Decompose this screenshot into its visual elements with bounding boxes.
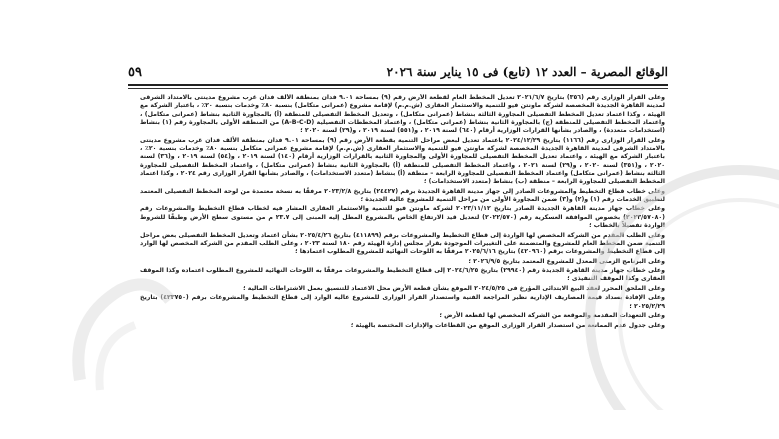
recital-paragraph: وعلى الملحق المحرر لعقد البيع الابتدائى المؤرخ فى ٢٠٢٤/٥/٢٥ الموقع بشأن قطعة الأرض محل الاعتماد للتنسيق بعمل الاشتراطات المالية ؛ bbox=[243, 284, 665, 292]
header-rule-thin bbox=[128, 88, 668, 89]
decree-body bbox=[140, 94, 665, 434]
page-header bbox=[128, 62, 668, 82]
recital-paragraph: وعلى القرار الوزارى رقم (٣٥٦) بتاريخ ٢٠٢١/٦/٧ تعديل المخطط العام لقطعة الأرض رقم (٩) بمساحة ٩.٠١ فدان بمنطقة الألف فدان غرب مشروع مدينتى بالامتداد الشرقى لمدينة القاهرة الجديدة المخصصة لشركة ماونتن فيو للتنمية والاستثمار العقارى (ش.م.م) لإقامة مشروع (عمرانى متكامل) بنسبة ٨٠٪ وخدمات بنسبة ٢٠٪ ، باعتبار الشركة مع الهيئة ، وكذا اعتماد تعديل المخطط التفصيلى المجاورة الثالثة بنشاط (عمرانى متكامل) ، وتعديل المخطط التفصيلى للمنطقة (أ) بالمجاورة الثانية بنشاط (عمرانى متكامل) ، واعتماد المخطط التفصيلى للمنطقة (ج) بالمجاورة الثانية بنشاط (عمرانى متكامل) ، واعتماد المخططات التفصيلية (A-B-C-D) من المنطقة الأولى بالمجاورة رقم (١) بنشاط (استخدامات متعددة) ، والصادر بشأنها القرارات الوزارية أرقام (٦٤٠) لسنة ٢٠١٩ ، و(٥٥١) لسنة ٢٠١٩ ، و(٢٩) لسنة ٢٠٢٠ ؛ bbox=[140, 94, 665, 135]
recital-paragraph: وعلى خطاب جهاز مدينة القاهرة الجديدة رقم (٢٩٩٤٠) بتاريخ ٢٠٢٤/٦/٢٥ إلى قطاع التخطيط والمشروعات مرفقًا به اللوحات النهائية للمشروع المطلوب اعتماده وكذا الموقف العقارى وكذا الموقف التنفيذى ؛ bbox=[140, 267, 665, 283]
recital-paragraph: وعلى الإفادة بسداد قيمة المصاريف الإدارية نظير المراجعة الفنية واستصدار القرار الوزارى للمشروع عاليه الوارد إلى قطاع التخطيط والمشروعات برقم (٤٢٣٧٥٠) بتاريخ ٢٠٢٥/٢/٢٩ ؛ bbox=[140, 294, 665, 310]
gazette-issue-title: الوقائع المصرية – العدد ١٢ (تابع) فى ١٥ يناير سنة ٢٠٢٦ bbox=[386, 65, 668, 79]
recital-paragraph: وعلى البرنامج الزمنى المعدل للمشروع المعتمد بتاريخ ٢٠٢٦/٩/٥ ؛ bbox=[468, 257, 665, 265]
recital-paragraph: وعلى جدول عدم الممانعة من استصدار القرار الوزارى الموقع من القطاعات والإدارات المختصة بالهيئة ؛ bbox=[350, 321, 665, 329]
recital-paragraph: وعلى الطلب المقدم من الشركة المخصص لها الواردة إلى قطاع التخطيط والمشروعات برقم (٤١١٨٩٩) بتاريخ ٢٠٢٥/٤/٢٦ بشأن اعتماد وتعديل المخطط التفصيلى بعض مراحل التنمية ضمن المخطط العام للمشروع والمتضمنة على التغييرات الموجودة بقرار مجلس إدارة الهيئة رقم ١٨٠ لسنة ٢٠٢٣ ، وعلى الطلب المقدم من الشركة المخصص لها الوارد إلى قطاع التخطيط والمشروعات برقم (٤٢٠٩٦٠) بتاريخ ٢٠٢٥/٦/١٦ مرفقًا به اللوحات النهائية للمشروع المطلوب اعتمادها ؛ bbox=[140, 231, 665, 256]
recital-paragraph: وعلى خطاب قطاع التخطيط والمشروعات الصادر إلى جهاز مدينة القاهرة الجديدة برقم (٢٤٤٢٧) بتاريخ ٢٠٢٣/٢/٨ مرفقًا به نسخة معتمدة من لوحة المخطط التفصيلى المعتمد لتطبيق الخدمات رقم (١) و(٢) و(٣) ضمن المجاورة الأولى من مراحل التنمية للمشروع عاليه الجديدة ؛ bbox=[140, 187, 665, 203]
recital-paragraph: وعلى القرار الوزارى رقم (١١٦٦) بتاريخ ٢٠٢٤/١٢/٢٩ باعتماد تعديل لبعض مراحل التنمية بقطعة الأرض رقم (٩) بمساحة ٩.٠١ فدان بمنطقة الألف فدان غرب مشروع مدينتى بالامتداد الشرقى لمدينة القاهرة الجديدة المخصصة لشركة ماونتن فيو للتنمية والاستثمار العقارى (ش.م.م) لإقامة مشروع عمرانى متكامل بنسبة ٨٠٪ وخدمات بنسبة ٢٠٪ ، باعتبار الشركة مع الهيئة ، واعتماد تعديل المخطط التفصيلى للمجاورة الأولى والمجاورة الثانية بالقرارات الوزارية أرقام (١٤٠) لسنة ٢٠١٩ ، و(٥٤) لسنة ٢٠١٩ ، و(٣٦) لسنة ٢٠٢٠ ، و(٣٥١) لسنة ٢٠٢٠ ، و(٢٩) لسنة ٢٠٢١ ، واعتماد المخطط التفصيلى للمنطقة (أ) بالمجاورة الثانية بنشاط (عمرانى متكامل) ، واعتماد المخطط التفصيلى للمجاورة الثالثة بنشاط (عمرانى متكامل) واعتماد المخطط التفصيلى للمجاورة الرابعة – منطقة (أ) بنشاط (متعدد الاستخدامات) ، والصادر بشأنها القرار الوزارى رقم ٢٠٢٤ ، وكذا اعتماد المخطط التفصيلى للمجاورة الرابعة – منطقة (ب) بنشاط (متعدد الاستخدامات) ؛ bbox=[140, 136, 665, 186]
recital-paragraph: وعلى خطاب جهاز مدينة القاهرة الجديدة الصادر بتاريخ ٢٠٢٣/١١/١٢ لشركة ماونتن فيو للتنمية والاستثمار العقارى المشار فيه لخطاب قطاع التخطيط والمشروعات رقم (٢٠٢٣/٥٧٠٨٠) بخصوص الموافقة العسكرية رقم (٢٠٢٢/٥٧٠) لتعديل قيد الارتفاع الخاص بالمشروع المطل إليه المبنى إلى ٢٣.٧ م من مستوى سطح الأرض وطبقًا للشروط الواردة تفصيلاً بالخطاب ؛ bbox=[140, 205, 665, 230]
recital-paragraph: وعلى التعهدات المقدمة والموقعة من الشركة المخصص لها لقطعة الأرض ؛ bbox=[439, 312, 665, 320]
page-number: ٥٩ bbox=[128, 64, 142, 80]
header-rule bbox=[128, 84, 668, 86]
